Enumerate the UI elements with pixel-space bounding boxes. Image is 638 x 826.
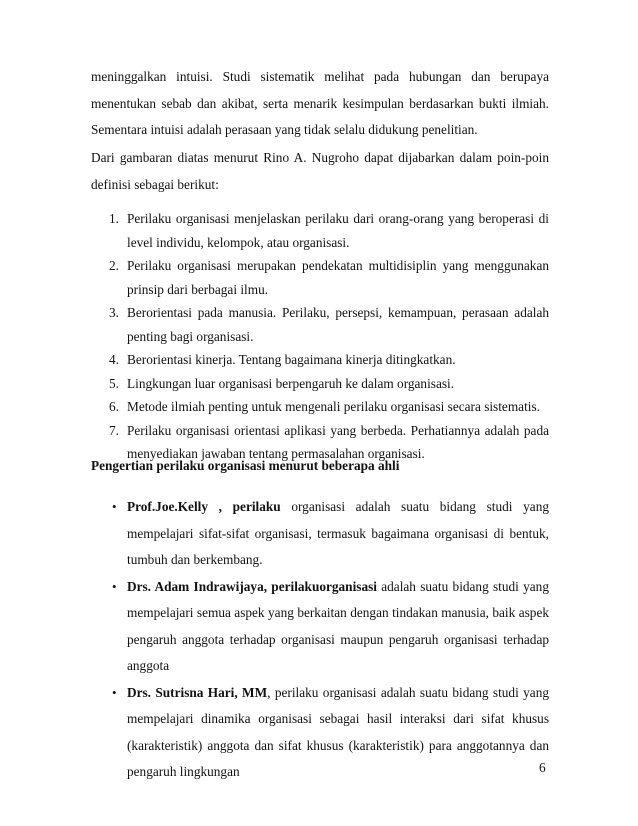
list-item-text: Berorientasi pada manusia. Perilaku, persepsi, kemampuan, perasaan adalah penting bagi organisasi. (127, 305, 549, 344)
list-number: 1. (109, 211, 119, 226)
list-item (91, 395, 549, 419)
page-number: 6 (539, 760, 546, 775)
list-item (91, 301, 549, 348)
list-item (91, 348, 549, 372)
list-item (91, 372, 549, 396)
list-item-text: Metode ilmiah penting untuk mengenali perilaku organisasi secara sistematis. (127, 399, 540, 414)
bullet-icon: • (112, 578, 117, 594)
list-item-text: Berorientasi kinerja. Tentang bagaimana kinerja ditingkatkan. (127, 352, 456, 367)
list-item (91, 574, 549, 680)
list-number: 5. (109, 375, 119, 391)
list-item (91, 680, 549, 786)
list-item (91, 494, 549, 574)
expert-definition: organisasi adalah suatu bidang studi yang mempelajari sifat-sifat organisasi, termasuk bagaimana organisasi di bentuk, tumbuh dan berkembang. (127, 499, 549, 567)
list-item (91, 207, 549, 254)
list-item-text: Perilaku organisasi menjelaskan perilaku dari orang-orang yang beroperasi di level individu, kelompok, atau organisasi. (127, 211, 549, 250)
paragraph-intro: meninggalkan intuisi. Studi sistematik melihat pada hubungan dan berupaya menentukan sebab dan akibat, serta menarik kesimpulan berdasarkan bukti ilmiah. Sementara intuisi adalah perasaan yang tidak selalu didukung penelitian. (91, 69, 549, 137)
list-number: 3. (109, 305, 119, 320)
expert-name: Drs. Adam Indrawijaya, perilakuorganisasi (127, 578, 377, 594)
bullet-icon: • (112, 499, 117, 514)
paragraph-definition: Dari gambaran diatas menurut Rino A. Nugroho dapat dijabarkan dalam poin-poin definisi sebagai berikut: (91, 150, 549, 192)
expert-definition: , perilaku organisasi adalah suatu bidang studi yang mempelajari dinamika organisasi sebagai hasil interaksi dari sifat khusus (karakteristik) anggota dan sifat khusus (karakteristik) para anggotannya dan pengaruh lingkungan (127, 684, 549, 779)
section-heading: Pengertian perilaku organisasi menurut beberapa ahli (91, 458, 400, 473)
numbered-list (91, 207, 549, 466)
list-item-text: Lingkungan luar organisasi berpengaruh ke dalam organisasi. (127, 375, 455, 391)
bullet-list (91, 494, 549, 786)
expert-name: Drs. Sutrisna Hari, MM (127, 684, 268, 700)
list-item (91, 254, 549, 301)
list-number: 2. (109, 258, 119, 273)
list-number: 6. (109, 399, 119, 414)
list-item-text: Perilaku organisasi orientasi aplikasi yang berbeda. Perhatiannya adalah pada menyediakan jawaban tentang permasalahan organisasi. (127, 422, 549, 461)
expert-name: Prof.Joe.Kelly , perilaku (127, 499, 281, 514)
list-number: 4. (109, 352, 119, 367)
expert-definition: adalah suatu bidang studi yang mempelajari semua aspek yang berkaitan dengan tindakan manusia, baik aspek pengaruh anggota terhadap organisasi maupun pengaruh organisasi terhadap anggota (127, 578, 549, 673)
list-item-text: Perilaku organisasi merupakan pendekatan multidisiplin yang menggunakan prinsip dari berbagai ilmu. (127, 258, 549, 297)
list-number: 7. (109, 422, 119, 438)
bullet-icon: • (112, 684, 117, 700)
